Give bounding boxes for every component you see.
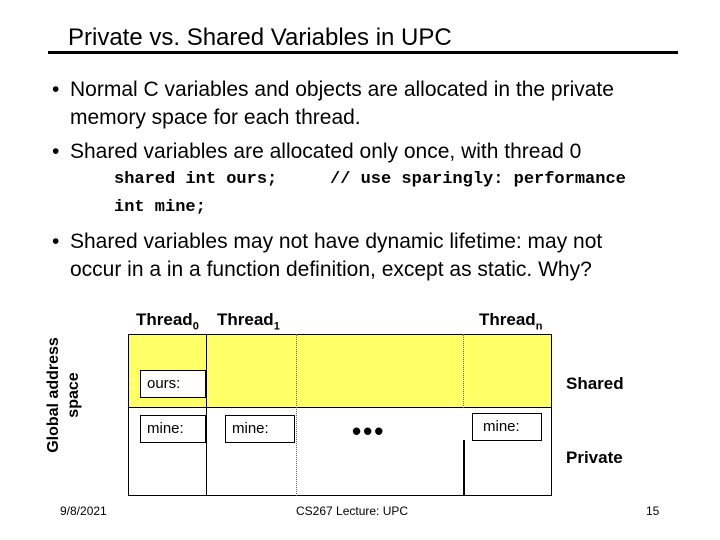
footer-page-number: 15 [646,504,660,518]
ours-cell: ours: [140,370,206,398]
code-line-private: int mine; [114,198,206,217]
bullet-1 [52,76,712,132]
global-address-space-label [44,325,88,465]
thread-1-label: Thread$_1$ [217,310,280,333]
axis-label-line-1: Global address [45,337,62,453]
shared-label: Shared [566,374,624,393]
mine-cell-thread-1: mine: [225,415,295,443]
bullet-3 [52,228,712,284]
slide-title: Private vs. Shared Variables in UPC [68,24,452,51]
thread-n-divider-shared [463,334,464,408]
bullet-1-line-2: memory space for each thread. [70,106,361,129]
memory-diagram [0,300,720,500]
private-label: Private [566,448,623,467]
mine-cell-thread-0: mine: [140,415,206,443]
bullet-1-line-1: Normal C variables and objects are allocated in the private [70,78,614,101]
bullet-1-marker: • [52,78,60,101]
title-underline [48,51,678,54]
bullet-2-line-1: Shared variables are allocated only once, with thread 0 [70,140,582,163]
thread-0-divider [206,334,207,496]
footer-course: CS267 Lecture: UPC [296,504,409,518]
thread-n-divider-private [463,440,465,496]
bullet-3-marker: • [52,230,60,253]
code-comment: // use sparingly: performance [330,170,626,189]
thread-0-label: Thread$_0$ [136,310,199,333]
bullet-3-line-1: Shared variables may not have dynamic lifetime: may not [70,230,603,253]
ellipsis: ••• [352,416,386,446]
code-line-shared: shared int ours; [114,170,278,189]
footer-date: 9/8/2021 [60,504,107,518]
thread-1-divider [296,334,297,496]
bullet-3-line-2: occur in a in a function definition, except as static. Why? [70,258,592,281]
axis-label-line-2: space [65,372,82,418]
bullet-2 [52,138,712,166]
thread-n-label: Thread$_n$ [479,310,543,333]
bullet-2-marker: • [52,140,60,163]
mine-cell-thread-n: mine: [472,413,542,441]
